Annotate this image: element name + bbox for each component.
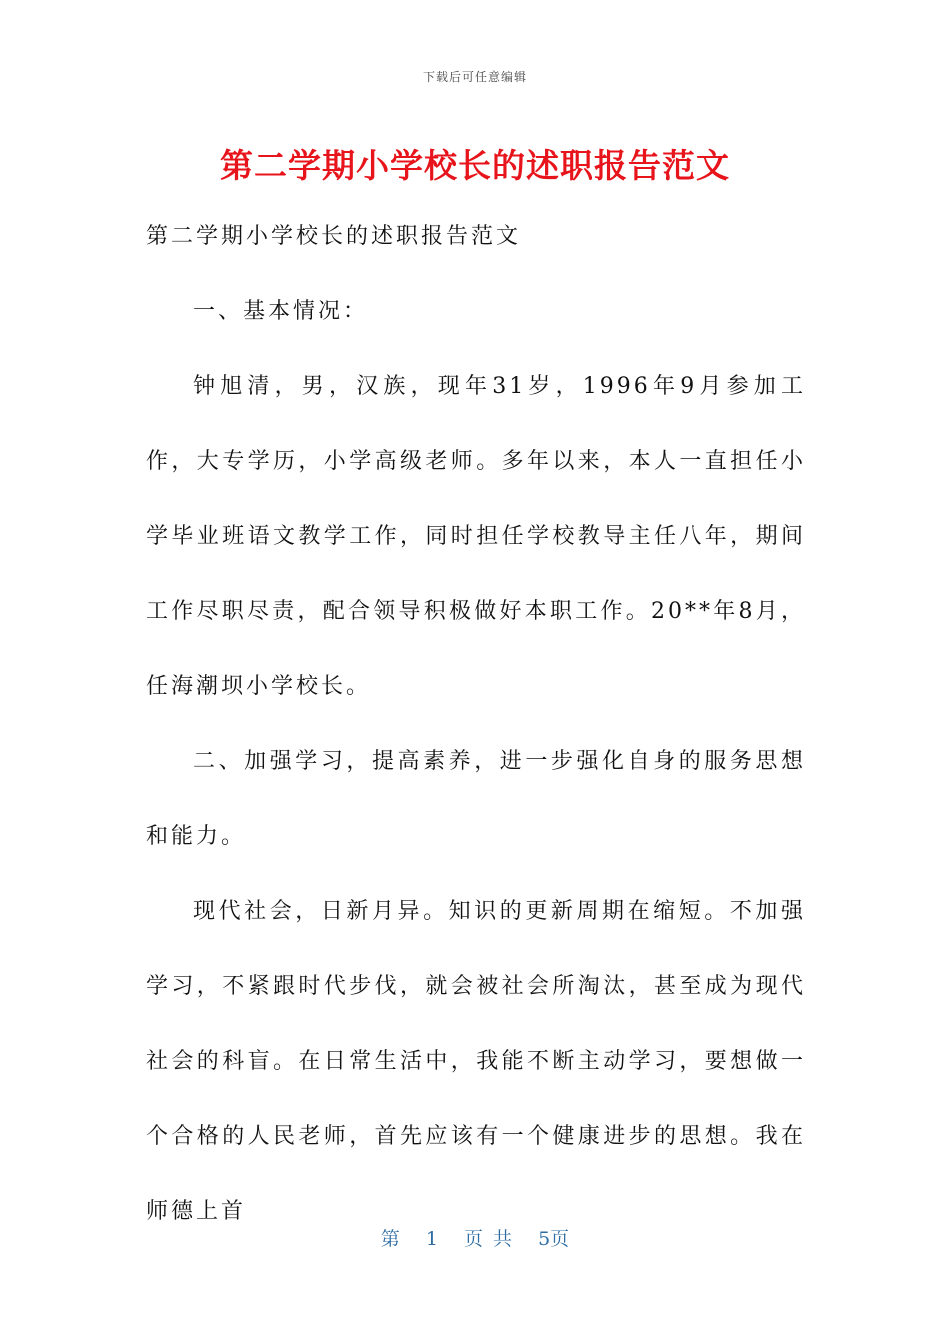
section-heading-study: 二、加强学习，提高素养，进一步强化自身的服务思想和能力。 [146, 749, 806, 849]
footer-prefix: 第 [380, 1228, 400, 1250]
subtitle-paragraph: 第二学期小学校长的述职报告范文 [146, 224, 522, 249]
body-paragraph: 现代社会，日新月异。知识的更新周期在缩短。不加强学习，不紧跟时代步伐，就会被社会所淘汰，甚至成为现代社会的科盲。在日常生活中，我能不断主动学习，要想做一个合格的人民老师，首先应该有一个健康进步的思想。我在师德上首 [146, 899, 806, 1224]
footer-total-pages: 5页 [538, 1228, 570, 1250]
section-heading-basic-info: 一、基本情况： [193, 299, 369, 324]
header-note: 下载后可任意编辑 [422, 70, 527, 84]
footer-page-number: 1 [425, 1228, 438, 1250]
body-paragraph: 钟旭清，男，汉族，现年31岁，1996年9月参加工作，大专学历，小学高级老师。多年以来，本人一直担任小学毕业班语文教学工作，同时担任学校教导主任八年，期间工作尽职尽责，配合领导积极做好本职工作。20**年8月，任海潮坝小学校长。 [146, 374, 806, 699]
document-body [146, 199, 806, 1249]
footer-middle: 页 共 [464, 1228, 513, 1250]
document-title: 第二学期小学校长的述职报告范文 [220, 146, 730, 185]
page-footer [0, 1224, 950, 1251]
